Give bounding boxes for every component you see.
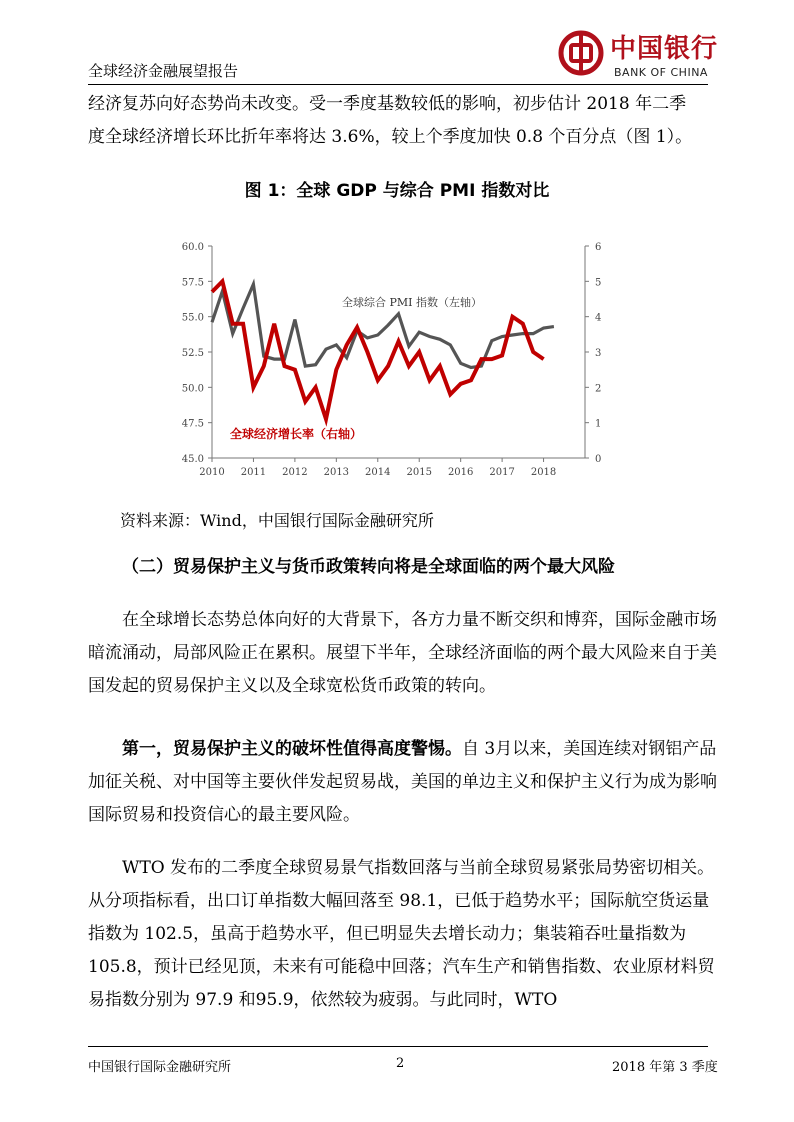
left-tick-label: 57.5 — [181, 277, 204, 289]
section-heading: （二）贸易保护主义与货币政策转向将是全球面临的两个最大风险 — [122, 557, 615, 577]
intro-paragraph — [88, 88, 718, 154]
trade-protection-lead: 第一，贸易保护主义的破坏性值得高度警惕。 — [122, 739, 462, 759]
x-tick-label: 2011 — [240, 467, 267, 478]
left-tick-label: 45.0 — [181, 454, 204, 465]
right-tick-label: 3 — [595, 348, 602, 359]
footer-rule — [88, 1046, 708, 1047]
bank-of-china-emblem-icon — [558, 30, 604, 76]
report-title: 全球经济金融展望报告 — [88, 62, 239, 80]
risk-paragraph: 在全球增长态势总体向好的大背景下，各方力量不断交织和博弈，国际金融市场暗流涌动，局部风险正在累积。展望下半年，全球经济面临的两个最大风险来自于美国发起的贸易保护主义以及全球宽松货币政策的转向。 — [88, 610, 717, 696]
trade-protection-text: 自 3月以来，美国连续对钢铝产品加征关税、对中国等主要伙伴发起贸易战，美国的单边主义和保护主义行为成为影响国际贸易和投资信心的最主要风险。 — [88, 739, 717, 825]
left-tick-label: 60.0 — [181, 242, 204, 253]
gdp-series-label: 全球经济增长率（右轴） — [230, 427, 363, 441]
intro-line-1: 经济复苏向好态势尚未改变。受一季度基数较低的影响，初步估计 2018 年二季 — [88, 94, 687, 114]
x-tick-label: 2016 — [447, 467, 474, 478]
x-tick-label: 2017 — [489, 467, 515, 478]
left-tick-label: 52.5 — [181, 348, 204, 359]
right-tick-label: 1 — [595, 418, 602, 430]
left-tick-label: 55.0 — [181, 312, 204, 324]
x-tick-label: 2018 — [530, 467, 557, 478]
figure-source: 资料来源：Wind，中国银行国际金融研究所 — [120, 511, 434, 530]
x-tick-label: 2013 — [323, 467, 350, 478]
wto-paragraph: WTO 发布的二季度全球贸易景气指数回落与当前全球贸易紧张局势密切相关。从分项指标看，出口订单指数大幅回落至 98.1，已低于趋势水平；国际航空货运量指数为 102.5，虽高于趋势水平，但已明显失去增长动力；集装箱吞吐量指数为 105.8，预计已经见顶，未来有可能稳中回落；汽车生产和销售指数、农业原材料贸易指数分别为 97.9 和95.9，依然较为疲弱。与此同时，WTO — [88, 858, 715, 1010]
footer-institute: 中国银行国际金融研究所 — [88, 1060, 232, 1075]
right-tick-label: 6 — [595, 242, 602, 253]
intro-line-2: 度全球经济增长环比折年率将达 3.6%，较上个季度加快 0.8 个百分点（图 1）。 — [88, 127, 693, 147]
logo-english-text: BANK OF CHINA — [614, 66, 708, 79]
x-tick-label: 2014 — [365, 467, 391, 478]
bank-logo — [558, 28, 718, 84]
right-tick-label: 5 — [595, 277, 602, 289]
right-tick-label: 0 — [595, 454, 602, 465]
left-tick-label: 50.0 — [181, 383, 204, 395]
x-tick-label: 2010 — [199, 467, 225, 478]
right-tick-label: 4 — [595, 312, 602, 324]
figure-title: 图 1：全球 GDP 与综合 PMI 指数对比 — [244, 181, 550, 201]
footer-quarter: 2018 年第 3 季度 — [612, 1060, 718, 1075]
pmi-series-label: 全球综合 PMI 指数（左轴） — [342, 296, 483, 309]
right-tick-label: 2 — [595, 383, 602, 395]
left-tick-label: 47.5 — [181, 418, 204, 430]
header-rule — [88, 84, 708, 85]
logo-chinese-text: 中国银行 — [610, 34, 719, 64]
gdp-pmi-chart — [170, 230, 630, 490]
trade-protection-paragraph — [88, 733, 718, 832]
page-number: 2 — [396, 1056, 405, 1071]
x-tick-label: 2015 — [406, 467, 432, 478]
x-tick-label: 2012 — [282, 467, 308, 478]
